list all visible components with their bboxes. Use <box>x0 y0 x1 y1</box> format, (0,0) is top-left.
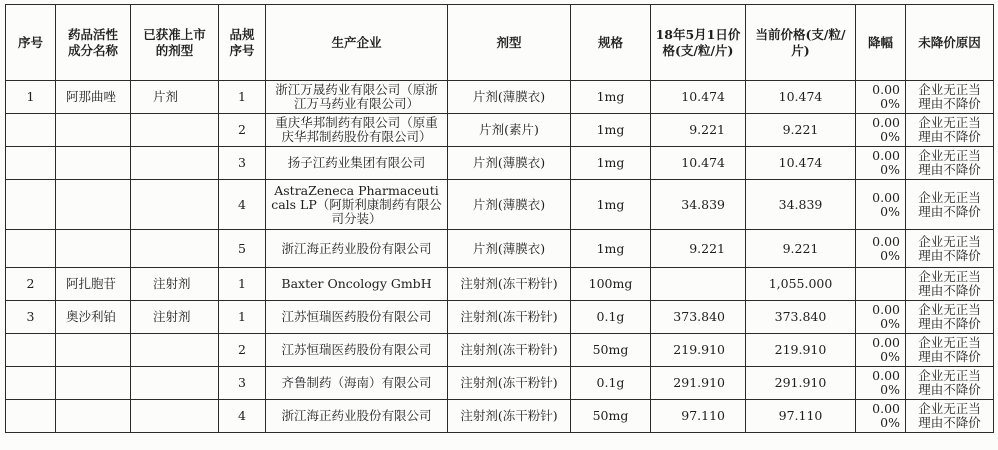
table-row <box>6 301 994 334</box>
cell-company: AstraZeneca Pharmaceuticals LP（阿斯利康制药有限公司分装） <box>266 180 448 230</box>
cell-seq: 3 <box>6 301 56 334</box>
cell-reason: 企业无正当理由不降价 <box>906 367 994 400</box>
header-drop: 降幅 <box>856 5 906 81</box>
header-price-2018: 18年5月1日价格(支/粒/片) <box>651 5 746 81</box>
cell-spec: 1mg <box>571 81 651 114</box>
cell-price-2018: 373.840 <box>651 301 746 334</box>
cell-seq <box>6 367 56 400</box>
table-row <box>6 268 994 301</box>
cell-drop: 0.000% <box>856 301 906 334</box>
cell-seq <box>6 147 56 180</box>
cell-ingredient <box>56 147 131 180</box>
cell-dosage: 注射剂(冻干粉针) <box>448 334 571 367</box>
cell-company: 浙江海正药业股份有限公司 <box>266 230 448 268</box>
cell-dosage: 注射剂(冻干粉针) <box>448 268 571 301</box>
cell-price-2018: 10.474 <box>651 147 746 180</box>
cell-reason: 企业无正当理由不降价 <box>906 114 994 147</box>
cell-spec-no: 4 <box>219 400 266 433</box>
cell-spec: 50mg <box>571 400 651 433</box>
cell-drop: 0.000% <box>856 400 906 433</box>
cell-seq: 2 <box>6 268 56 301</box>
cell-approved-form <box>131 180 219 230</box>
header-ingredient: 药品活性成分名称 <box>56 5 131 81</box>
cell-dosage: 片剂(薄膜衣) <box>448 180 571 230</box>
header-spec-no: 品规序号 <box>219 5 266 81</box>
cell-ingredient <box>56 367 131 400</box>
cell-spec: 1mg <box>571 230 651 268</box>
cell-spec-no: 2 <box>219 334 266 367</box>
cell-spec: 50mg <box>571 334 651 367</box>
header-row <box>6 5 994 81</box>
cell-price-2018: 34.839 <box>651 180 746 230</box>
cell-spec: 1mg <box>571 114 651 147</box>
table-row <box>6 114 994 147</box>
cell-approved-form <box>131 230 219 268</box>
cell-company: 浙江海正药业股份有限公司 <box>266 400 448 433</box>
cell-company: 江苏恒瑞医药股份有限公司 <box>266 301 448 334</box>
cell-spec: 0.1g <box>571 367 651 400</box>
cell-seq <box>6 400 56 433</box>
cell-spec-no: 3 <box>219 367 266 400</box>
table-row <box>6 180 994 230</box>
table-row <box>6 147 994 180</box>
cell-price-current: 291.910 <box>746 367 856 400</box>
cell-spec: 1mg <box>571 180 651 230</box>
cell-ingredient <box>56 334 131 367</box>
cell-approved-form <box>131 400 219 433</box>
cell-dosage: 片剂(素片) <box>448 114 571 147</box>
cell-spec: 0.1g <box>571 301 651 334</box>
cell-approved-form <box>131 147 219 180</box>
cell-price-2018: 291.910 <box>651 367 746 400</box>
cell-ingredient <box>56 400 131 433</box>
header-dosage: 剂型 <box>448 5 571 81</box>
cell-seq: 1 <box>6 81 56 114</box>
cell-ingredient: 奥沙利铂 <box>56 301 131 334</box>
cell-approved-form: 注射剂 <box>131 301 219 334</box>
drug-price-table <box>5 4 994 433</box>
cell-drop: 0.000% <box>856 114 906 147</box>
cell-ingredient <box>56 114 131 147</box>
cell-ingredient <box>56 230 131 268</box>
table-row <box>6 367 994 400</box>
cell-company: 江苏恒瑞医药股份有限公司 <box>266 334 448 367</box>
table-row <box>6 81 994 114</box>
cell-spec-no: 1 <box>219 268 266 301</box>
cell-ingredient <box>56 180 131 230</box>
cell-spec-no: 5 <box>219 230 266 268</box>
cell-approved-form <box>131 367 219 400</box>
cell-price-2018 <box>651 268 746 301</box>
cell-dosage: 注射剂(冻干粉针) <box>448 367 571 400</box>
cell-price-2018: 9.221 <box>651 230 746 268</box>
cell-price-current: 34.839 <box>746 180 856 230</box>
cell-drop: 0.000% <box>856 367 906 400</box>
cell-approved-form <box>131 114 219 147</box>
cell-spec: 100mg <box>571 268 651 301</box>
cell-price-current: 10.474 <box>746 147 856 180</box>
table-row <box>6 400 994 433</box>
cell-reason: 企业无正当理由不降价 <box>906 334 994 367</box>
cell-price-current: 219.910 <box>746 334 856 367</box>
cell-dosage: 片剂(薄膜衣) <box>448 81 571 114</box>
cell-spec-no: 1 <box>219 301 266 334</box>
header-seq: 序号 <box>6 5 56 81</box>
cell-price-2018: 97.110 <box>651 400 746 433</box>
cell-reason: 企业无正当理由不降价 <box>906 400 994 433</box>
cell-reason: 企业无正当理由不降价 <box>906 180 994 230</box>
cell-dosage: 注射剂(冻干粉针) <box>448 400 571 433</box>
cell-company: Baxter Oncology GmbH <box>266 268 448 301</box>
cell-drop: 0.000% <box>856 180 906 230</box>
header-company: 生产企业 <box>266 5 448 81</box>
cell-price-current: 373.840 <box>746 301 856 334</box>
cell-approved-form: 注射剂 <box>131 268 219 301</box>
header-reason: 未降价原因 <box>906 5 994 81</box>
cell-spec-no: 2 <box>219 114 266 147</box>
cell-drop: 0.000% <box>856 230 906 268</box>
cell-company: 齐鲁制药（海南）有限公司 <box>266 367 448 400</box>
cell-spec: 1mg <box>571 147 651 180</box>
cell-price-current: 97.110 <box>746 400 856 433</box>
table-row <box>6 334 994 367</box>
cell-drop <box>856 268 906 301</box>
cell-dosage: 片剂(薄膜衣) <box>448 147 571 180</box>
cell-reason: 企业无正当理由不降价 <box>906 230 994 268</box>
header-approved-form: 已获准上市的剂型 <box>131 5 219 81</box>
cell-price-current: 1,055.000 <box>746 268 856 301</box>
cell-price-2018: 10.474 <box>651 81 746 114</box>
cell-dosage: 注射剂(冻干粉针) <box>448 301 571 334</box>
cell-seq <box>6 230 56 268</box>
cell-drop: 0.000% <box>856 147 906 180</box>
cell-drop: 0.000% <box>856 81 906 114</box>
cell-reason: 企业无正当理由不降价 <box>906 268 994 301</box>
cell-reason: 企业无正当理由不降价 <box>906 301 994 334</box>
cell-approved-form: 片剂 <box>131 81 219 114</box>
cell-price-current: 9.221 <box>746 114 856 147</box>
cell-price-2018: 219.910 <box>651 334 746 367</box>
cell-price-2018: 9.221 <box>651 114 746 147</box>
cell-company: 扬子江药业集团有限公司 <box>266 147 448 180</box>
cell-seq <box>6 334 56 367</box>
cell-approved-form <box>131 334 219 367</box>
table-row <box>6 230 994 268</box>
cell-reason: 企业无正当理由不降价 <box>906 81 994 114</box>
cell-reason: 企业无正当理由不降价 <box>906 147 994 180</box>
cell-price-current: 9.221 <box>746 230 856 268</box>
cell-drop: 0.000% <box>856 334 906 367</box>
cell-price-current: 10.474 <box>746 81 856 114</box>
cell-spec-no: 4 <box>219 180 266 230</box>
cell-ingredient: 阿扎胞苷 <box>56 268 131 301</box>
cell-ingredient: 阿那曲唑 <box>56 81 131 114</box>
cell-company: 浙江万晟药业有限公司（原浙江万马药业有限公司） <box>266 81 448 114</box>
cell-spec-no: 1 <box>219 81 266 114</box>
cell-company: 重庆华邦制药有限公司（原重庆华邦制药股份有限公司） <box>266 114 448 147</box>
cell-seq <box>6 114 56 147</box>
header-price-current: 当前价格(支/粒/片) <box>746 5 856 81</box>
header-spec: 规格 <box>571 5 651 81</box>
cell-spec-no: 3 <box>219 147 266 180</box>
cell-dosage: 片剂(薄膜衣) <box>448 230 571 268</box>
cell-seq <box>6 180 56 230</box>
